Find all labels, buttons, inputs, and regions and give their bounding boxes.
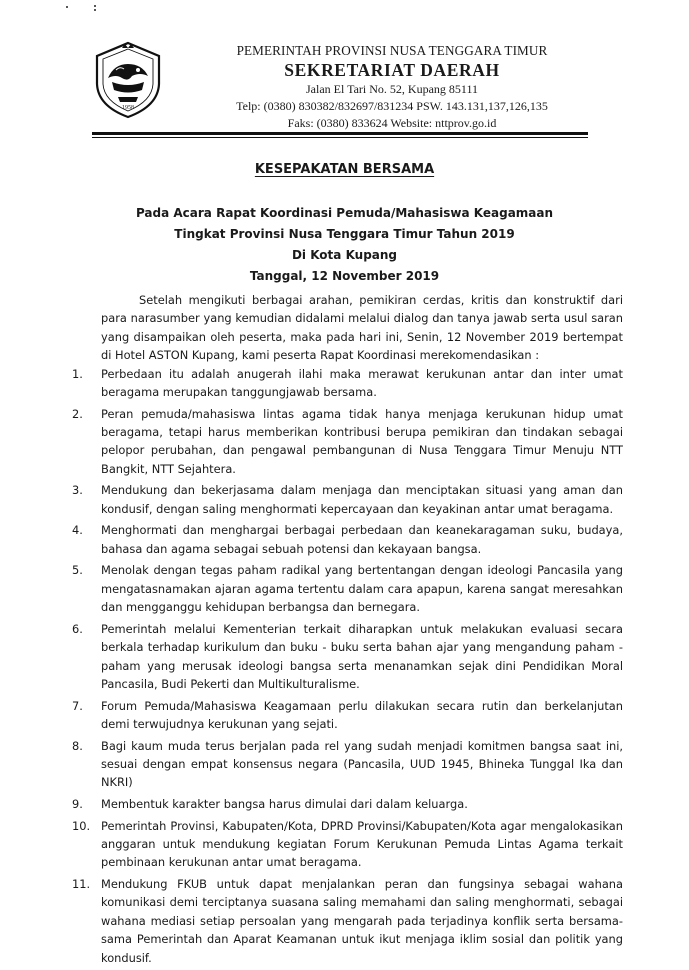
ntt-provincial-emblem (92, 40, 164, 120)
event-line-4: Tanggal, 12 November 2019 (249, 269, 440, 283)
document-body (72, 291, 623, 970)
address: Jalan El Tari No. 52, Kupang 85111 (305, 82, 479, 96)
item-number: 10. (72, 818, 91, 833)
item-text: Perbedaan itu adalah anugerah ilahi maka merawat kerukunan antar dan inter umat beragama merupakan tanggungjawab bersama. (101, 366, 623, 400)
list-item (72, 737, 623, 792)
scan-specks (60, 0, 100, 14)
item-text: Pemerintah melalui Kementerian terkait diharapkan untuk melakukan evaluasi secara berkala terhadap kurikulum dan buku - buku serta bahan ajar yang mengandung paham - paham yang merusak ideologi bangsa serta menanamkan sejak dini Pendidikan Moral Pancasila, Budi Pekerti dan Multikulturalisme. (101, 621, 623, 692)
letterhead-divider-thick (92, 132, 588, 135)
item-text: Peran pemuda/mahasiswa lintas agama tidak hanya menjaga kerukunan hidup umat beragama, tetapi harus memberikan kontribusi berupa pemikiran dan tindakan sebagai pelopor perubahan, dan pengawal pembangunan di Nusa Tenggara Timur Menuju NTT Bangkit, NTT Sejahtera. (101, 406, 623, 476)
list-item (72, 561, 623, 616)
event-line-3: Di Kota Kupang (291, 248, 398, 262)
letterhead (222, 42, 562, 132)
item-text: Pemerintah Provinsi, Kabupaten/Kota, DPRD Provinsi/Kabupaten/Kota agar mengalokasikan anggaran untuk mendukung kegiatan Forum Kerukunan Pemuda Lintas Agama terkait pembinaan kerukunan antar umat beragama. (101, 818, 623, 870)
list-item (72, 365, 623, 402)
item-text: Menghormati dan menghargai berbagai perbedaan dan keanekaragaman suku, budaya, bahasa dan agama sebagai sebuah potensi dan kekayaan bangsa. (101, 523, 623, 556)
document-title (0, 162, 689, 177)
fax-and-website: Faks: (0380) 833624 Website: nttprov.go.id (287, 116, 497, 130)
document-title-text: KESEPAKATAN BERSAMA (254, 162, 435, 177)
item-number: 4. (72, 523, 83, 538)
list-item (72, 405, 623, 479)
phone-numbers: Telp: (0380) 830382/832697/831234 PSW. 143.131,137,126,135 (236, 99, 548, 113)
item-text: Bagi kaum muda terus berjalan pada rel yang sudah menjadi komitmen bangsa saat ini, sesuai dengan empat konsensus negara (Pancasila, UUD 1945, Bhineka Tunggal Ika dan NKRI) (101, 738, 623, 790)
list-item (72, 620, 623, 694)
government-name: PEMERINTAH PROVINSI NUSA TENGGARA TIMUR (236, 43, 548, 58)
list-item (72, 697, 623, 734)
item-number: 8. (72, 738, 83, 753)
office-name: SEKRETARIAT DAERAH (284, 60, 500, 80)
list-item (72, 481, 623, 518)
intro-paragraph: Setelah mengikuti berbagai arahan, pemikiran cerdas, kritis dan konstruktif dari para narasumber yang kemudian didalami melalui dialog dan tanya jawab serta usul saran yang disampaikan oleh peserta, maka pada hari ini, Senin, 12 November 2019 bertempat di Hotel ASTON Kupang, kami peserta Rapat Koordinasi merekomendasikan : (101, 293, 623, 363)
item-text: Mendukung dan bekerjasama dalam menjaga dan menciptakan situasi yang aman dan kondusif, dengan saling menghormati kepercayaan dan keyakinan antar umat beragama. (101, 483, 623, 516)
item-number: 6. (72, 621, 83, 636)
event-heading (0, 203, 689, 287)
item-text: Mendukung FKUB untuk dapat menjalankan peran dan fungsinya sebagai wahana komunikasi demi terciptanya suasana saling memahami dan saling menghormati, sebagai wahana mediasi setiap persoalan yang mengarah pada terjadinya konflik serta bersama-sama Pemerintah dan Aparat Keamanan untuk ikut menjaga iklim sosial dan politik yang kondusif. (101, 877, 623, 965)
list-item (72, 795, 623, 813)
item-text: Membentuk karakter bangsa harus dimulai dari dalam keluarga. (101, 797, 468, 812)
item-number: 3. (72, 483, 83, 498)
item-number: 9. (72, 797, 83, 812)
letterhead-divider-thin (92, 137, 588, 138)
list-item (72, 875, 623, 967)
item-number: 1. (72, 366, 83, 381)
item-number: 2. (72, 406, 83, 421)
item-text: Menolak dengan tegas paham radikal yang bertentangan dengan ideologi Pancasila yang mengatasnamakan ajaran agama tertentu dalam cara apapun, karena sangat meresahkan dan mengganggu kehidupan berbangsa dan bernegara. (101, 563, 623, 615)
item-number: 11. (72, 877, 91, 892)
list-item (72, 817, 623, 872)
item-text: Forum Pemuda/Mahasiswa Keagamaan perlu dilakukan secara rutin dan berkelanjutan demi terwujudnya kerukunan yang sejati. (101, 698, 623, 732)
item-number: 5. (72, 563, 83, 578)
list-item (72, 521, 623, 558)
emblem-year: 1958 (122, 105, 134, 111)
recommendation-list (72, 365, 623, 967)
item-number: 7. (72, 698, 83, 713)
event-line-2: Tingkat Provinsi Nusa Tenggara Timur Tahun 2019 (174, 227, 515, 241)
event-line-1: Pada Acara Rapat Koordinasi Pemuda/Mahasiswa Keagamaan (135, 206, 554, 220)
